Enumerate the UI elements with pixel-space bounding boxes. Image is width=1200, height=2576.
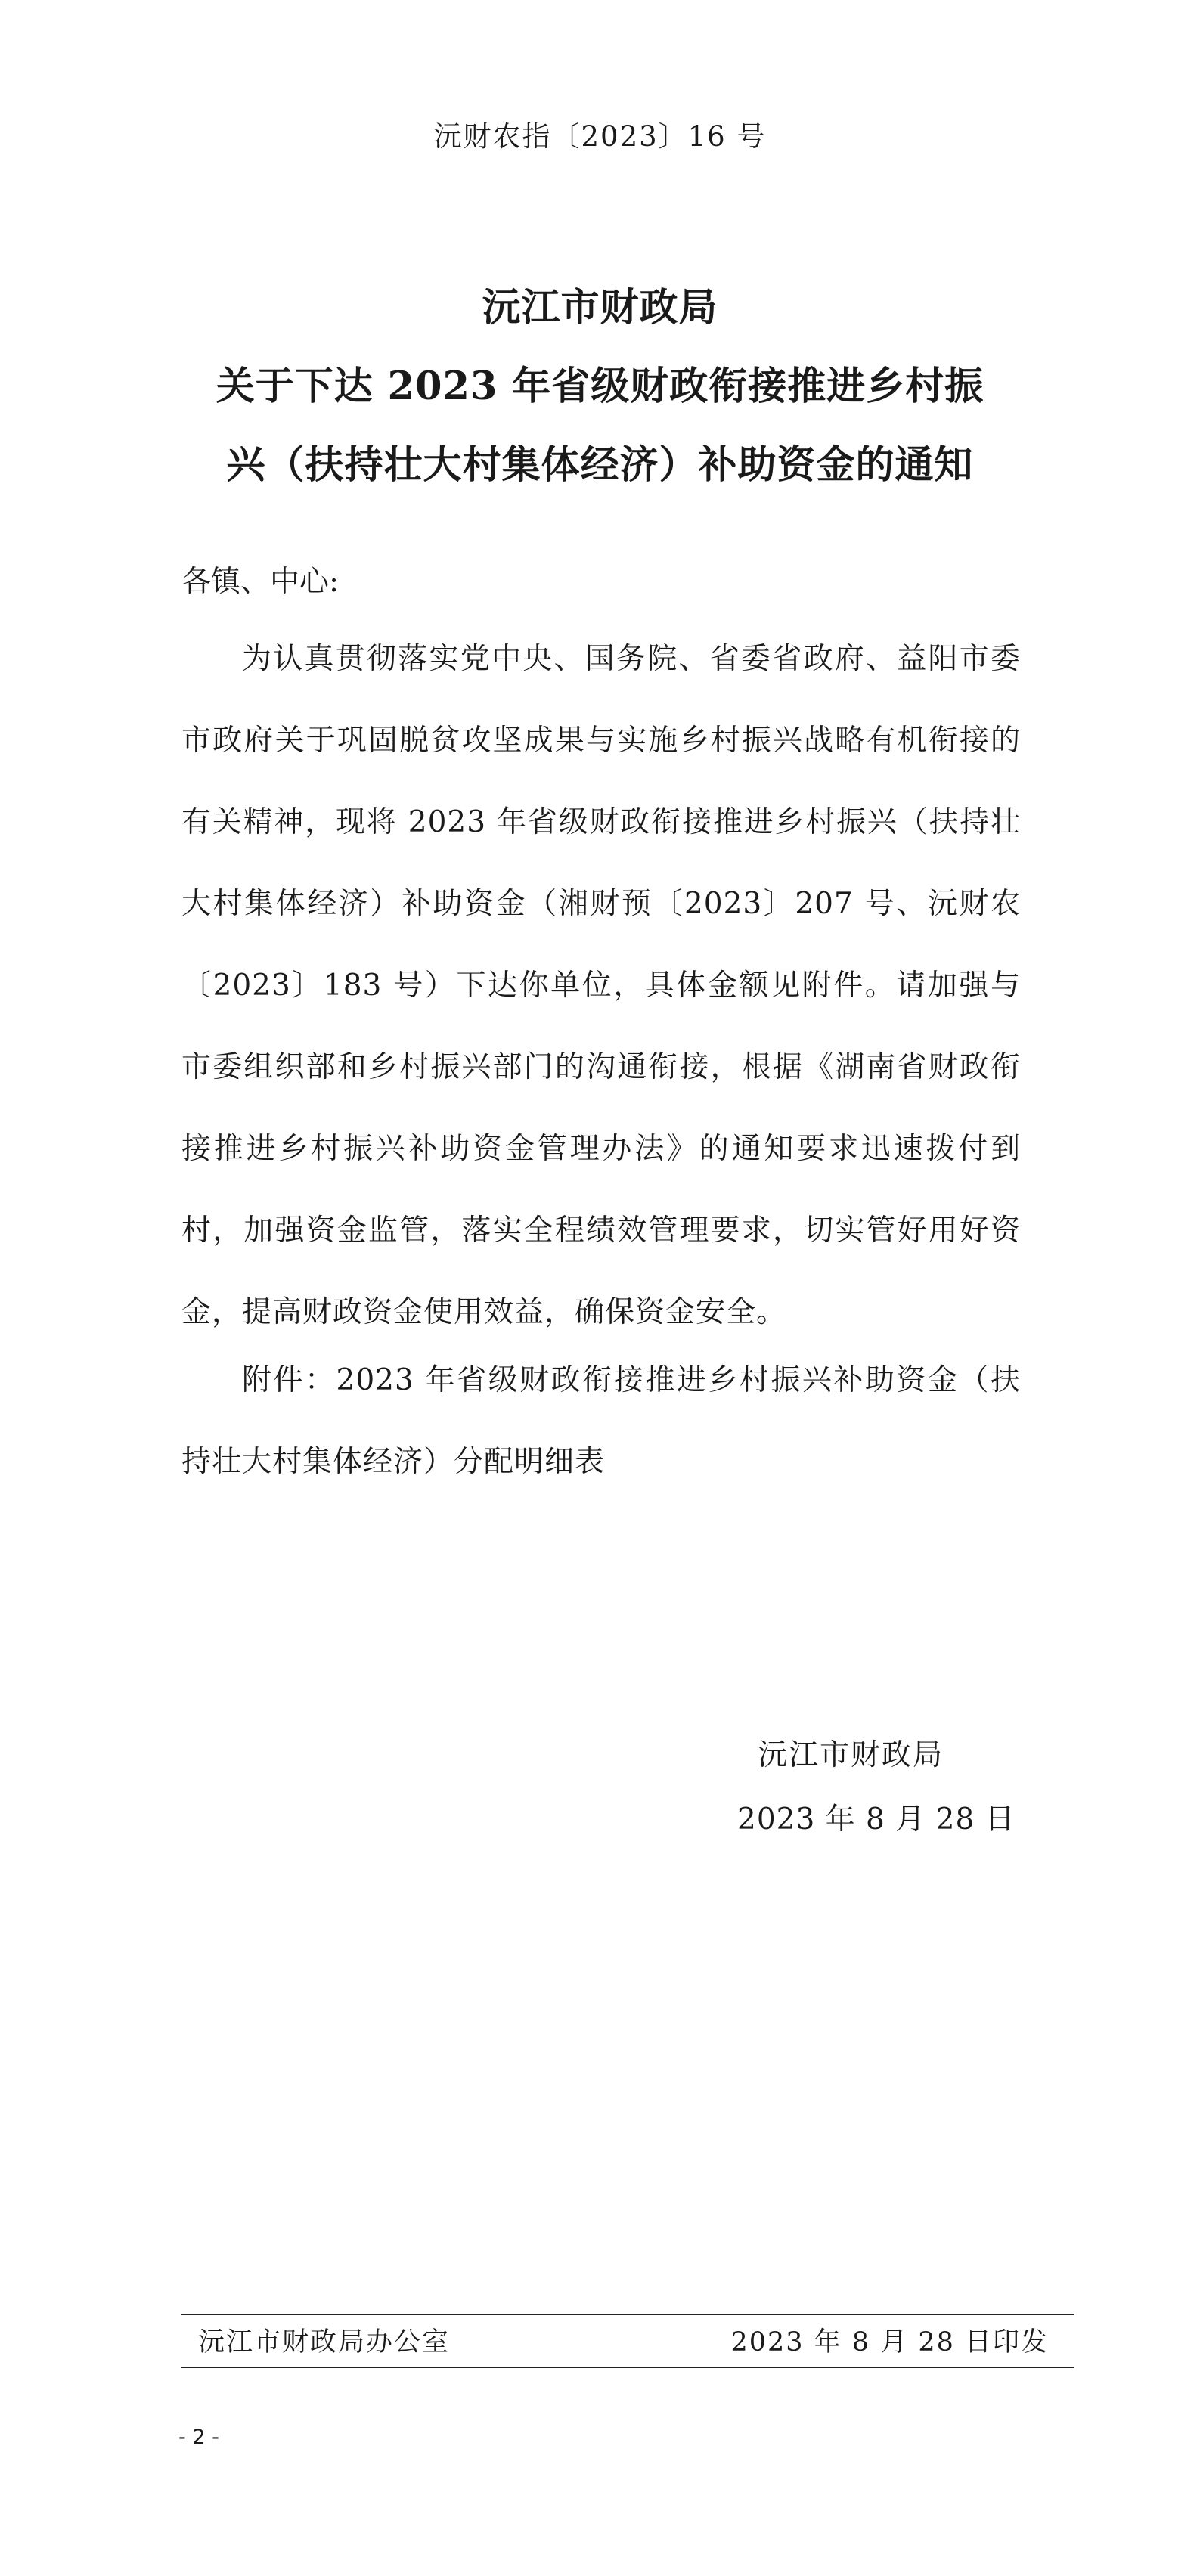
page-number: - 2 - — [178, 2426, 219, 2449]
attachment-note: 附件：2023 年省级财政衔接推进乡村振兴补助资金（扶持壮大村集体经济）分配明细表 — [181, 1363, 1021, 1479]
title-line-3: 兴（扶持壮大村集体经济）补助资金的通知 — [226, 442, 974, 488]
document-title — [151, 268, 1049, 504]
title-line-1: 沅江市财政局 — [482, 285, 718, 330]
body-paragraph: 为认真贯彻落实党中央、国务院、省委省政府、益阳市委市政府关于巩固脱贫攻坚成果与实施乡村振兴战略有机衔接的有关精神，现将 2023 年省级财政衔接推进乡村振兴（扶持壮大村集体经济）补助资金（湘财预〔2023〕207 号、沅财农〔2023〕183 号）下达你单位，具体金额见附件。请加强与市委组织部和乡村振兴部门的沟通衔接，根据《湖南省财政衔接推进乡村振兴补助资金管理办法》的通知要求迅速拨付到村，加强资金监管，落实全程绩效管理要求，切实管好用好资金，提高财政资金使用效益，确保资金安全。 — [181, 642, 1021, 1329]
footer-top-rule — [181, 2314, 1074, 2315]
signature-date: 2023 年 8 月 28 日 — [737, 1803, 1016, 1837]
salutation: 各镇、中心: — [181, 565, 340, 599]
footer-issuing-office: 沅江市财政局办公室 — [198, 2327, 451, 2357]
footer-bottom-rule — [181, 2367, 1074, 2368]
title-line-2: 关于下达 2023 年省级财政衔接推进乡村振 — [216, 364, 984, 409]
signature-organization: 沅江市财政局 — [758, 1738, 944, 1772]
document-number: 沅财农指〔2023〕16 号 — [433, 120, 767, 153]
footer-print-date: 2023 年 8 月 28 日印发 — [730, 2327, 1049, 2357]
